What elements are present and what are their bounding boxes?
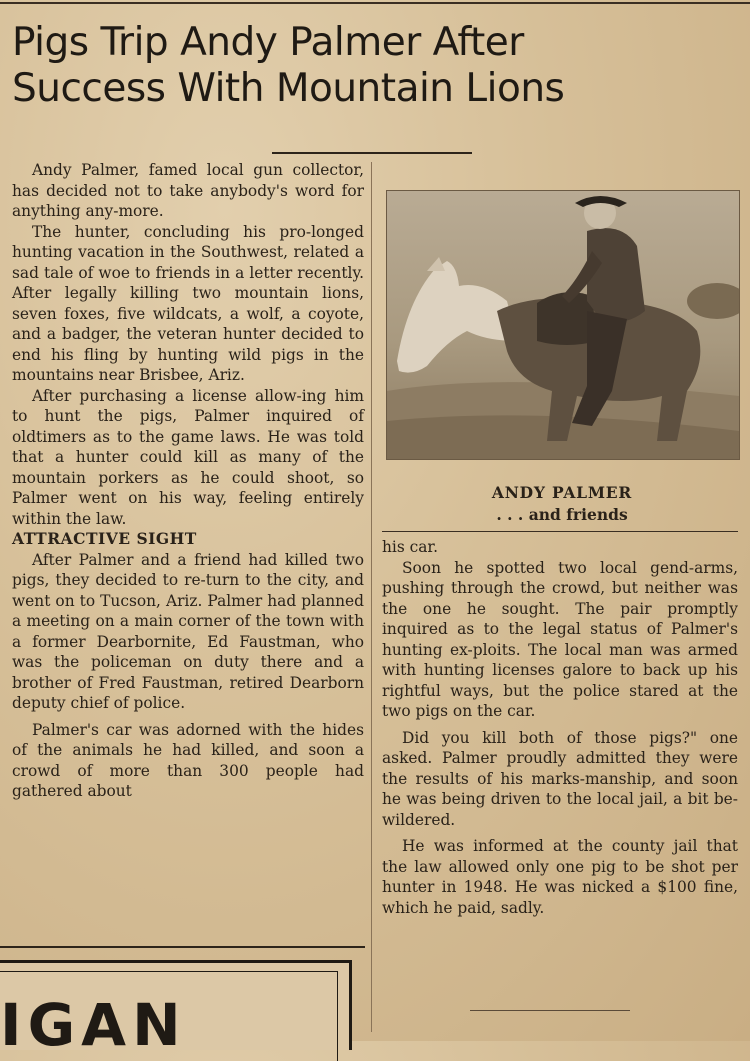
- subhead: ATTRACTIVE SIGHT: [12, 529, 197, 548]
- paragraph: Andy Palmer, famed local gun collector, has decided not to take anybody's word for anything any-more.: [12, 161, 364, 220]
- photo-caption: [386, 482, 738, 526]
- paragraph: his car.: [382, 538, 438, 556]
- headline-rule: [272, 152, 472, 154]
- headline-line-1: Pigs Trip Andy Palmer After: [12, 20, 524, 65]
- article-end-rule: [470, 1010, 630, 1011]
- paragraph: Palmer's car was adorned with the hides of the animals he had killed, and soon a crowd of more than 300 people had gathered about: [12, 720, 364, 800]
- paragraph: Soon he spotted two local gend-arms, pushing through the crowd, but neither was the one he sought. The pair promptly inquired as to the legal status of Palmer's hunting ex-ploits. The local man was armed with hunting licenses galore to back up his rightful ways, but the police stared at the two pigs on the car.: [382, 558, 738, 720]
- paragraph: The hunter, concluding his pro-longed hunting vacation in the Southwest, related a sad tale of woe to friends in a letter recently. After legally killing two mountain lions, seven foxes, five wildcats, a wolf, a coyote, and a badger, the veteran hunter decided to end his fling by hunting wild pigs in the mountains near Brisbee, Ariz.: [12, 222, 364, 384]
- column-divider: [371, 162, 372, 1032]
- bottom-rule: [0, 946, 365, 948]
- top-rule: [0, 2, 750, 4]
- caption-rule: [382, 531, 738, 532]
- caption-subtitle: . . . and friends: [496, 505, 628, 524]
- paragraph: After purchasing a license allow-ing him to hunt the pigs, Palmer inquired of oldtimers as to the game laws. He was told that a hunter could kill as many of the mountain porkers as he could shoot, so Palmer went on his way, feeling entirely within the law.: [12, 386, 364, 528]
- headline: [12, 20, 742, 112]
- paragraph: After Palmer and a friend had killed two pigs, they decided to re-turn to the city, and went on to Tucson, Ariz. Palmer had planned a meeting on a main corner of the town with a former Dearbornite, Ed Faustman, who was the policeman on duty there and a brother of Fred Faustman, retired Dearborn deputy chief of police.: [12, 550, 364, 712]
- caption-name: ANDY PALMER: [491, 483, 633, 502]
- article-column-2: [382, 537, 738, 918]
- paragraph: Did you kill both of those pigs?" one asked. Palmer proudly admitted they were the results of his marks-manship, and soon he was being driven to the local jail, a bit be-wildered.: [382, 728, 738, 829]
- article-column-1: [12, 160, 364, 802]
- advertisement-text: IGAN: [0, 991, 187, 1059]
- photo-illustration: [387, 191, 739, 459]
- headline-line-2: Success With Mountain Lions: [12, 66, 565, 111]
- paragraph: He was informed at the county jail that the law allowed only one pig to be shot per hunter in 1948. He was nicked a $100 fine, which he paid, sadly.: [382, 837, 738, 917]
- photo-andy-palmer: [386, 190, 740, 460]
